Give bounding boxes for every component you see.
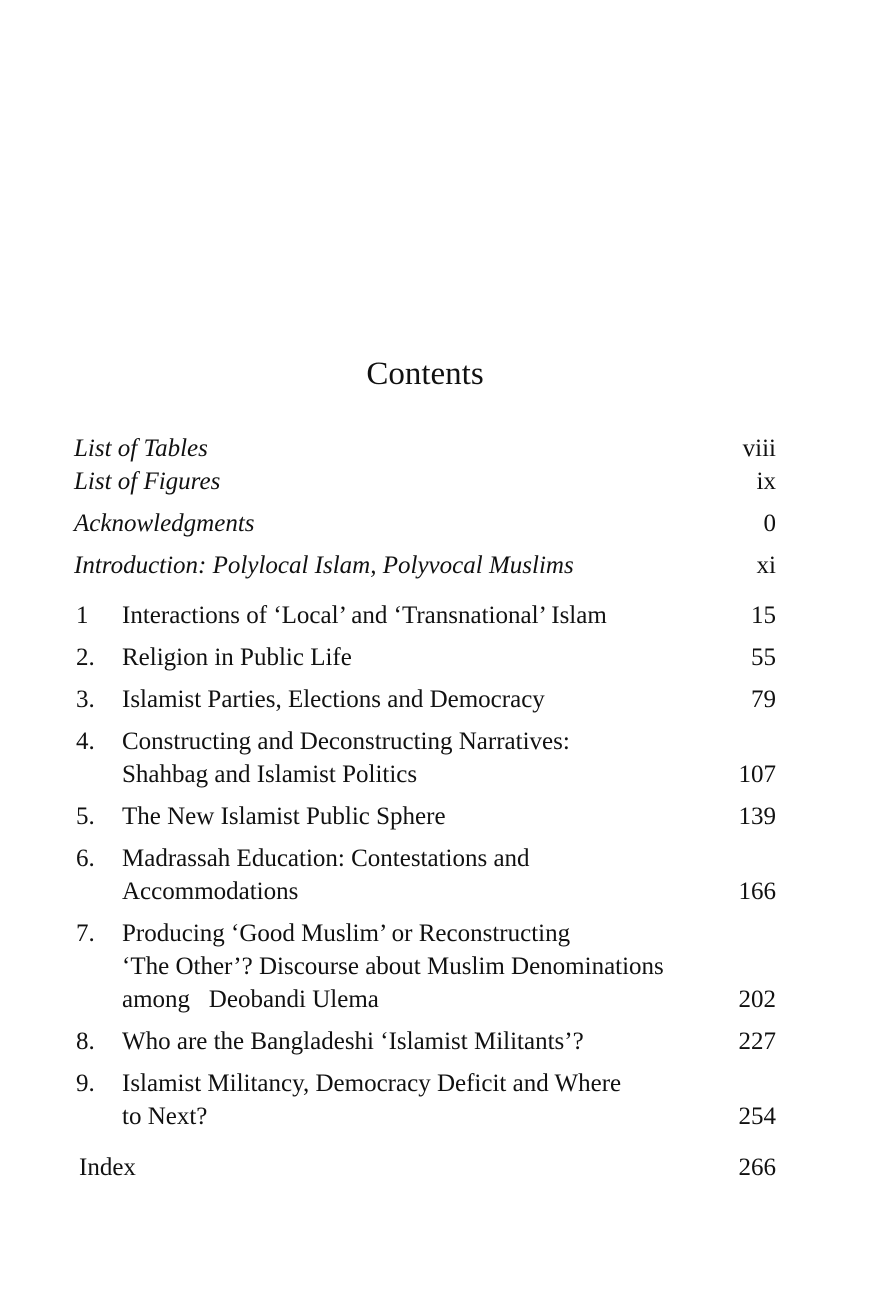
- chapter-page: 166: [738, 878, 776, 905]
- chapter-page: 227: [738, 1028, 776, 1055]
- chapter-number: 5.: [76, 803, 95, 830]
- chapter-title-line: among Deobandi Ulema: [122, 986, 379, 1013]
- chapter-title-line: Accommodations: [122, 878, 299, 905]
- chapter-number: 6.: [76, 845, 95, 872]
- chapter-title-line: Islamist Parties, Elections and Democracy: [122, 686, 545, 713]
- chapter-page: 107: [738, 761, 776, 788]
- toc-entry-page: viii: [742, 435, 776, 462]
- chapter-page: 254: [738, 1103, 776, 1130]
- chapter-title-line: Who are the Bangladeshi ‘Islamist Militants’?: [122, 1028, 584, 1055]
- toc-entry-label: Introduction: Polylocal Islam, Polyvocal Muslims: [74, 552, 574, 579]
- chapter-number: 2.: [76, 644, 95, 671]
- chapter-page: 79: [751, 686, 776, 713]
- chapter-title-line: to Next?: [122, 1103, 208, 1130]
- chapter-number: 7.: [76, 920, 95, 947]
- toc-entry-label: List of Tables: [74, 435, 208, 462]
- chapter-title-line: ‘The Other’? Discourse about Muslim Denominations: [122, 953, 664, 980]
- toc-entry-page: 266: [738, 1154, 776, 1181]
- chapter-page: 139: [738, 803, 776, 830]
- page-title: Contents: [366, 356, 484, 392]
- toc-entry-page: ix: [756, 468, 776, 495]
- chapter-title-line: Madrassah Education: Contestations and: [122, 845, 530, 872]
- chapter-number: 9.: [76, 1070, 95, 1097]
- chapter-title-line: Shahbag and Islamist Politics: [122, 761, 418, 788]
- toc-entry-page: xi: [756, 552, 776, 579]
- chapter-number: 4.: [76, 728, 95, 755]
- chapter-title-line: Islamist Militancy, Democracy Deficit and Where: [122, 1070, 622, 1097]
- toc-entry-page: 0: [763, 510, 776, 537]
- toc-entry-label: Acknowledgments: [74, 510, 255, 537]
- chapter-number: 8.: [76, 1028, 95, 1055]
- chapter-number: 1: [76, 602, 89, 629]
- chapter-page: 55: [751, 644, 776, 671]
- chapter-title-line: Religion in Public Life: [122, 644, 352, 671]
- toc-entry-label: List of Figures: [74, 468, 221, 495]
- chapter-page: 202: [738, 986, 776, 1013]
- chapter-title-line: Constructing and Deconstructing Narratives:: [122, 728, 570, 755]
- chapter-title-line: The New Islamist Public Sphere: [122, 803, 446, 830]
- chapter-page: 15: [751, 602, 776, 629]
- chapter-title-line: Interactions of ‘Local’ and ‘Transnational’ Islam: [122, 602, 607, 629]
- chapter-number: 3.: [76, 686, 95, 713]
- toc-entry-label: Index: [79, 1154, 136, 1181]
- chapter-title-line: Producing ‘Good Muslim’ or Reconstructing: [122, 920, 571, 947]
